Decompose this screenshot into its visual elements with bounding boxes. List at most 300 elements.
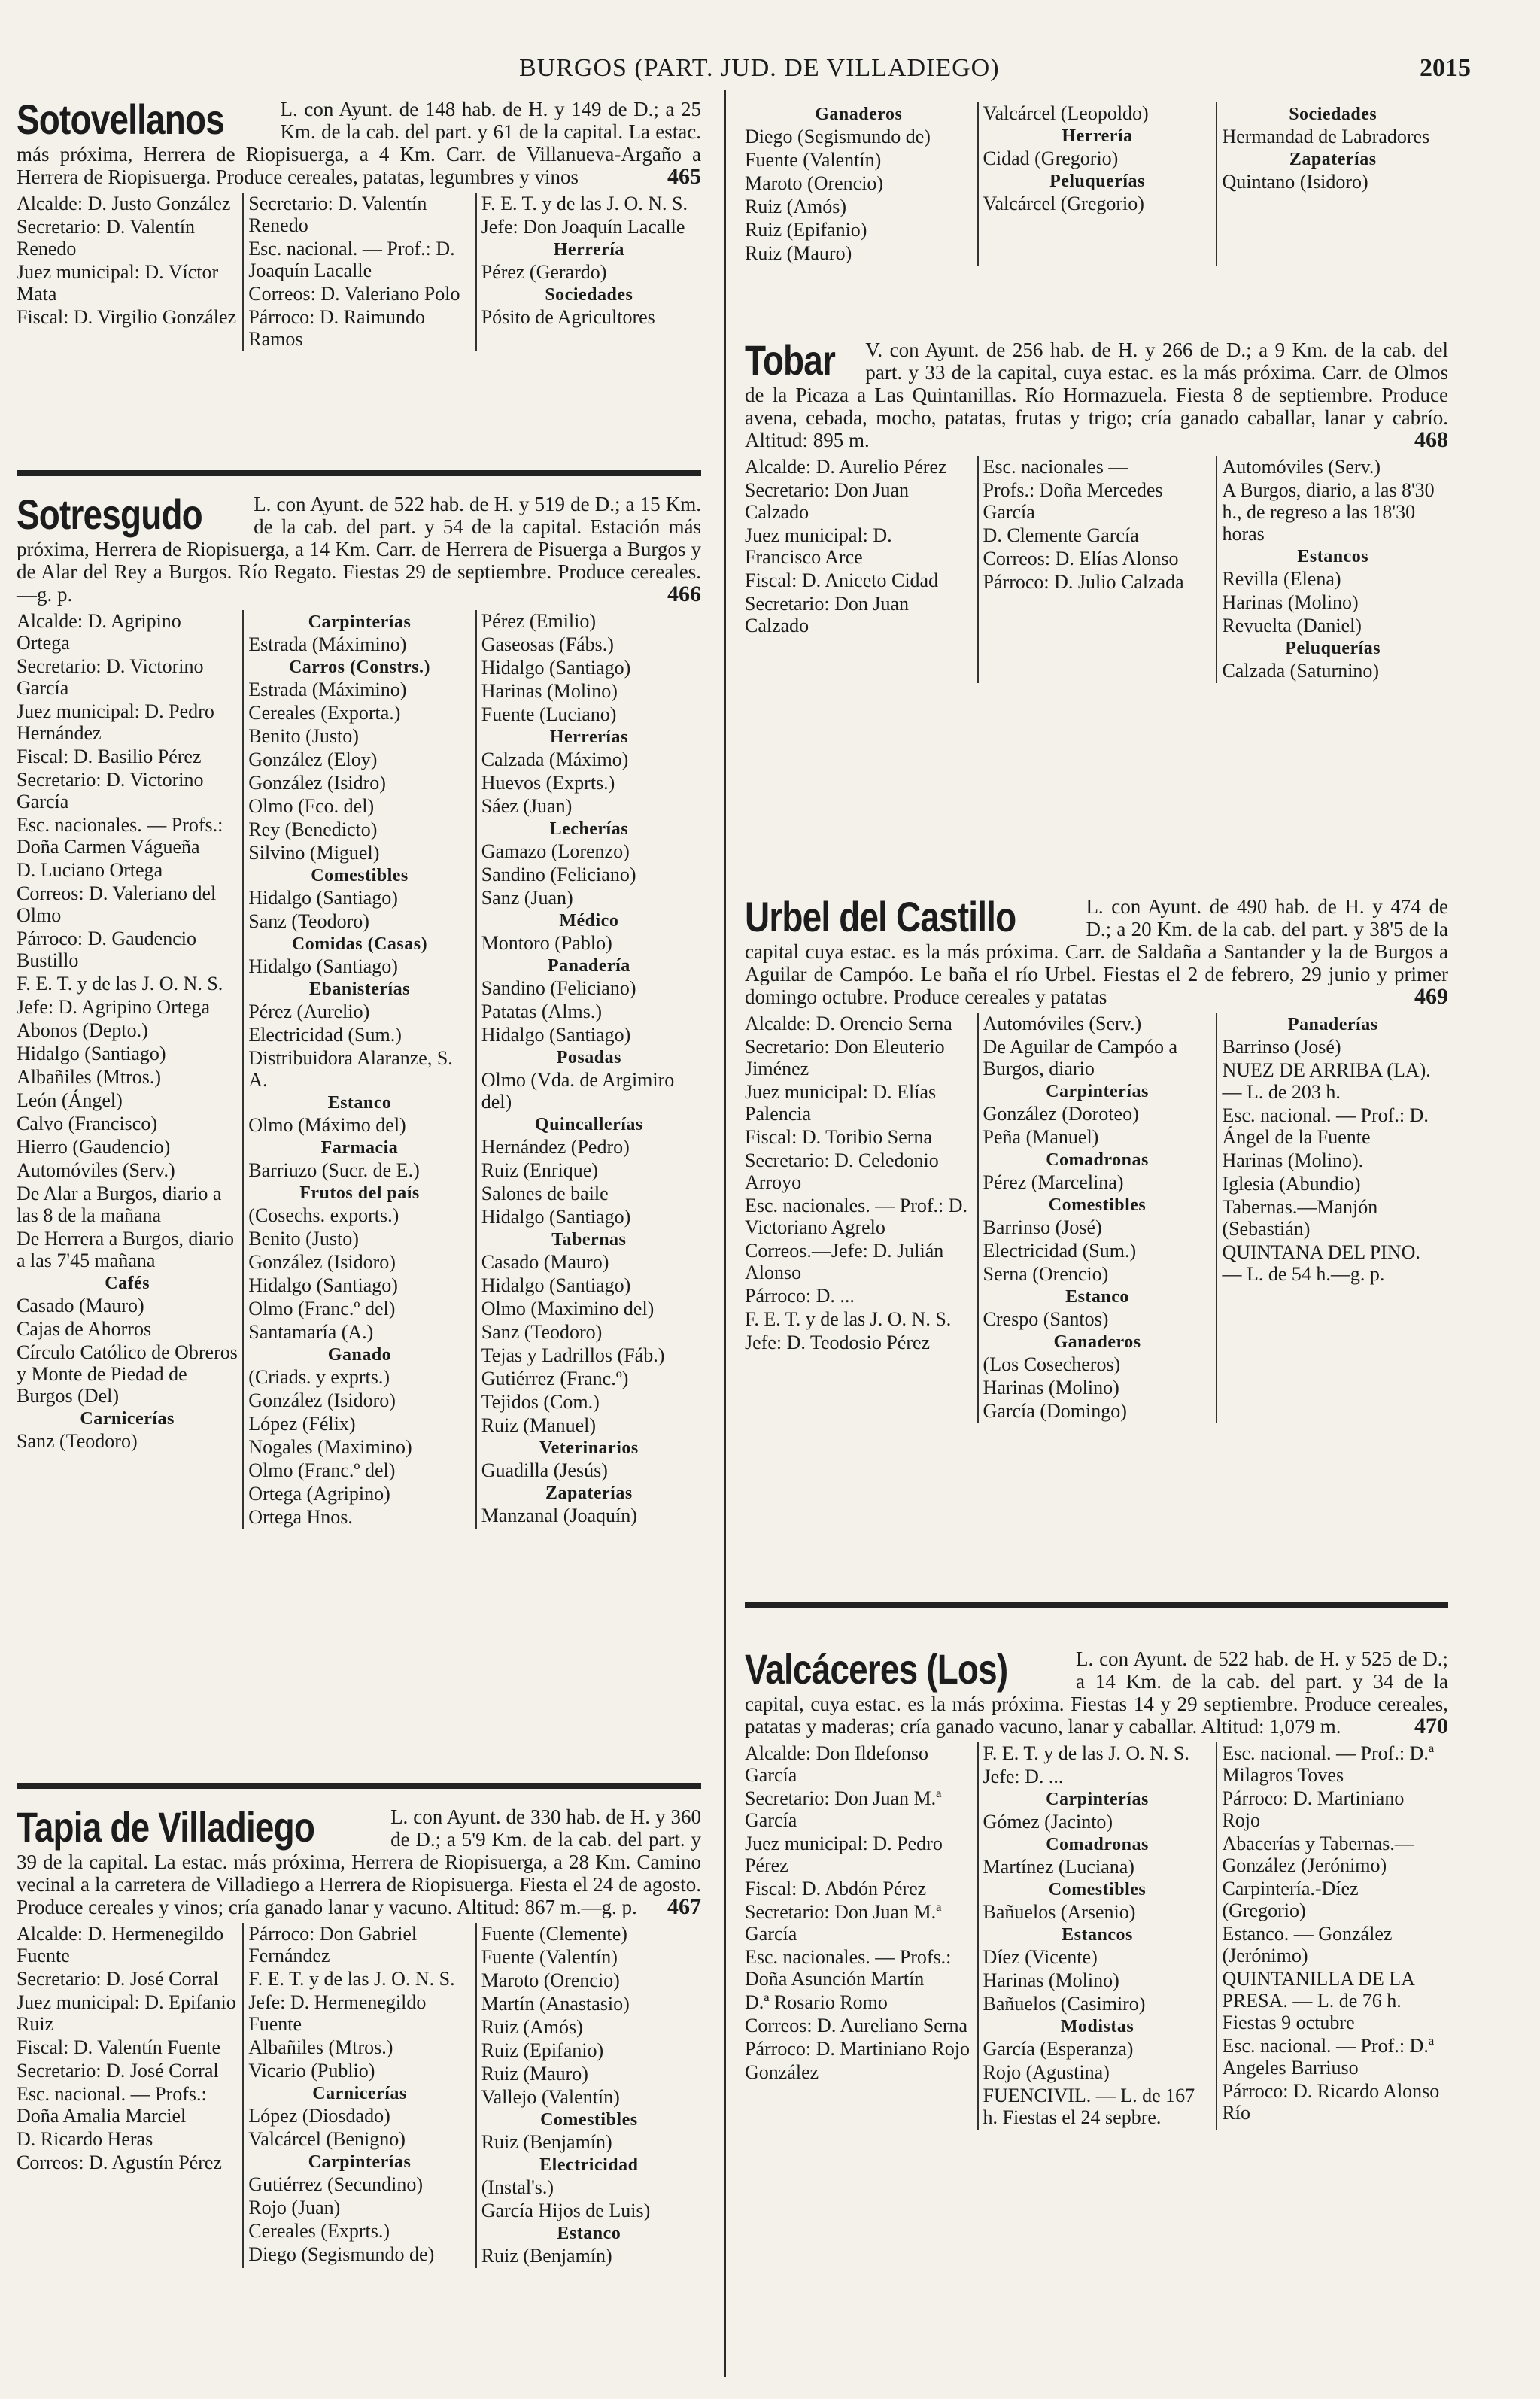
- listing-item: Alcalde: Don Ildefonso García: [745, 1742, 929, 1786]
- entry-separator: [17, 1783, 701, 1789]
- listing-item: Albañiles (Mtros.): [17, 1066, 162, 1088]
- category-heading: Zapaterías: [545, 1483, 633, 1503]
- listing-item: Esc. nacional. — Prof.: D.ª Milagros Toves: [1222, 1742, 1434, 1786]
- entry-sotresgudo: [17, 490, 701, 1764]
- category-heading: Zapaterías: [1289, 150, 1377, 169]
- listing-item: Ortega Hnos.: [248, 1506, 353, 1528]
- listing-item: Sanz (Teodoro): [248, 910, 369, 932]
- listing-item: Automóviles (Serv.): [983, 1013, 1142, 1034]
- listing-item: Secretario: D. Victorino García: [17, 655, 204, 699]
- listing-item: Rojo (Juan): [248, 2197, 341, 2218]
- entry-intro: [745, 336, 1448, 452]
- entry-tobar: [745, 336, 1448, 963]
- listing-item: Gaseosas (Fábs.): [481, 633, 614, 655]
- listing-item: Olmo (Maximino del): [481, 1298, 655, 1319]
- listing-item: Sanz (Juan): [481, 887, 573, 909]
- category-heading: Electricidad: [539, 2155, 639, 2175]
- category-heading: Carpinterías: [1046, 1082, 1149, 1101]
- listing-item: Automóviles (Serv.): [17, 1159, 175, 1181]
- listing-column: [977, 456, 1217, 683]
- listing-item: Harinas (Molino): [481, 680, 618, 702]
- listing-item: Fuente (Luciano): [481, 703, 617, 725]
- listing-item: Barriuzo (Sucr. de E.): [248, 1159, 420, 1181]
- listing-item: F. E. T. y de las J. O. N. S.: [983, 1742, 1189, 1764]
- category-heading: Estanco: [1065, 1287, 1129, 1307]
- listing-item: Esc. nacional. — Prof.: D.ª Angeles Barriuso: [1222, 2035, 1434, 2079]
- listing-column: [17, 1923, 242, 2268]
- listing-item: Hernández (Pedro): [481, 1136, 630, 1158]
- category-heading: Carpinterías: [308, 612, 412, 632]
- category-heading: Ebanisterías: [308, 979, 410, 999]
- listing-item: Estrada (Máximino): [248, 679, 407, 700]
- listing-column: [475, 1923, 701, 2268]
- listing-item: León (Ángel): [17, 1089, 123, 1111]
- entry-number: 469: [1414, 984, 1448, 1009]
- category-heading: Ganaderos: [1053, 1332, 1141, 1352]
- listing-item: Hidalgo (Santiago): [481, 1206, 631, 1228]
- listing-item: Ruiz (Epifanio): [481, 2039, 604, 2061]
- listing-item: González (Eloy): [248, 749, 378, 770]
- town-name: Sotresgudo: [17, 490, 202, 538]
- listing-item: González (Doroteo): [983, 1103, 1139, 1125]
- listing-item: Secretario: D. Celedonio Arroyo: [745, 1149, 939, 1193]
- listing-item: (Los Cosecheros): [983, 1353, 1121, 1375]
- listing-item: Barrinso (José): [983, 1216, 1102, 1238]
- listing-item: Correos.—Jefe: D. Julián Alonso: [745, 1240, 944, 1283]
- listing-item: Abacerías y Tabernas.— González (Jerónimo): [1222, 1833, 1414, 1876]
- listing-item: D. Clemente García: [983, 524, 1139, 546]
- listing-item: Salones de baile: [481, 1183, 609, 1204]
- listing-item: López (Diosdado): [248, 2105, 390, 2127]
- listing-item: Cereales (Exporta.): [248, 702, 401, 724]
- running-head: [0, 54, 1540, 90]
- listing-item: Ruiz (Mauro): [481, 2063, 588, 2085]
- listing-item: Fiscal: D. Valentín Fuente: [17, 2036, 221, 2058]
- town-description: L. con Ayunt. de 148 hab. de H. y 149 de D.; a 25 Km. de la cab. del part. y 61 de la capital. La estac. más próxima, Herrera de Riopisuerga, a 4 Km. Carr. de Villanueva-Argaño a Herrera de Riopisuerga. Produce cereales, patatas, legumbres y vinos: [17, 98, 701, 188]
- listing-item: Diego (Segismundo de): [745, 126, 931, 147]
- listing-item: Bañuelos (Arsenio): [983, 1901, 1136, 1923]
- listing-item: Alcalde: D. Aurelio Pérez: [745, 456, 947, 478]
- listing-item: NUEZ DE ARRIBA (LA). — L. de 203 h.: [1222, 1059, 1431, 1103]
- category-heading: Peluquerías: [1049, 172, 1145, 191]
- listing-column: [1216, 1013, 1448, 1423]
- listing-item: Olmo (Franc.º del): [248, 1298, 396, 1319]
- listing-item: Correos: D. Elías Alonso: [983, 548, 1179, 569]
- town-description: L. con Ayunt. de 330 hab. de H. y 360 de D.; a 5'9 Km. de la cab. del part. y 39 de la capital. La estac. más próxima, Herrera de Riopisuerga, a 28 Km. Camino vecinal a la carretera de Villadiego a Herrera de Riopisuerga. Fiesta el 24 de agosto. Produce cereales y vinos; cría ganado lanar y vacuno. Altitud: 867 m.—g. p.: [17, 1805, 701, 1918]
- listing-item: Hidalgo (Santiago): [248, 1274, 398, 1296]
- listing-item: Alcalde: D. Orencio Serna: [745, 1013, 952, 1034]
- listing-column: [745, 1742, 977, 2130]
- listing-item: (Criads. y exprts.): [248, 1366, 390, 1388]
- listing-column: [745, 1013, 977, 1423]
- listing-item: Pérez (Emilio): [481, 610, 597, 632]
- listing-item: Harinas (Molino).: [1222, 1149, 1364, 1171]
- category-heading: Comestibles: [1048, 1195, 1147, 1215]
- category-heading: Estanco: [327, 1093, 392, 1113]
- listing-item: Profs.: Doña Mercedes García: [983, 479, 1163, 523]
- listing-item: Electricidad (Sum.): [983, 1240, 1137, 1262]
- town-description: L. con Ayunt. de 490 hab. de H. y 474 de D.; a 20 Km. de la cab. del part. y 38'5 de la capital cuya estac. es la más próxima. Carr. de Saldaña a Santander y la de Burgos a Aguilar de Campóo. Le baña el río Urbel. Fiestas el 2 de febrero, 29 junio y primer domingo octubre. Produce cereales y patatas: [745, 895, 1448, 1008]
- page-header-title: BURGOS (PART. JUD. DE VILLADIEGO): [519, 54, 1000, 82]
- listing-item: Ruiz (Manuel): [481, 1414, 597, 1436]
- category-heading: Quincallerías: [534, 1115, 643, 1134]
- listing-item: Calvo (Francisco): [17, 1113, 158, 1134]
- listing-item: Estrada (Máximino): [248, 633, 407, 655]
- listing-column: [475, 610, 701, 1529]
- listing-item: Tabernas.—Manjón (Sebastián): [1222, 1196, 1378, 1240]
- listing-item: Hidalgo (Santiago): [481, 657, 631, 679]
- listing-item: Guadilla (Jesús): [481, 1459, 608, 1481]
- entry-number: 466: [667, 582, 701, 606]
- listing-item: Hidalgo (Santiago): [248, 887, 398, 909]
- listing-column: [1216, 456, 1448, 683]
- category-heading: Carros (Constrs.): [288, 657, 430, 677]
- listing-item: Casado (Mauro): [481, 1251, 609, 1273]
- listing-item: Carpintería.-Díez (Gregorio): [1222, 1878, 1359, 1921]
- category-heading: Carpinterías: [308, 2152, 412, 2172]
- category-heading: Comidas (Casas): [291, 934, 428, 954]
- listing-item: Sanz (Teodoro): [481, 1321, 603, 1343]
- listing-item: Quintano (Isidoro): [1222, 171, 1368, 193]
- category-heading: Comadronas: [1046, 1835, 1149, 1854]
- listing-item: Ortega (Agripino): [248, 1483, 390, 1505]
- listing-item: Sanz (Teodoro): [17, 1430, 138, 1452]
- listing-item: Revuelta (Daniel): [1222, 615, 1362, 636]
- listing-item: González: [745, 2061, 819, 2083]
- listing-item: Párroco: D. Martiniano Rojo: [1222, 1787, 1405, 1831]
- category-heading: Frutos del país: [299, 1183, 420, 1203]
- listing-item: Párroco: D. Raimundo Ramos: [248, 306, 425, 350]
- listing-item: Montoro (Pablo): [481, 932, 612, 954]
- listing-item: Tejidos (Com.): [481, 1391, 600, 1413]
- listing-item: Secretario: Don Juan Calzado: [745, 479, 910, 523]
- category-heading: Panaderías: [1287, 1015, 1378, 1034]
- listing-item: QUINTANILLA DE LA PRESA. — L. de 76 h. Fiestas 9 octubre: [1222, 1968, 1414, 2033]
- listing-item: F. E. T. y de las J. O. N. S.: [481, 193, 688, 214]
- listing-item: Vallejo (Valentín): [481, 2086, 620, 2108]
- category-heading: Comestibles: [1048, 1880, 1147, 1899]
- listing-item: Jefe: Don Joaquín Lacalle: [481, 216, 685, 238]
- listing-item: Correos: D. Valeriano Polo: [248, 283, 460, 305]
- listing-item: Crespo (Santos): [983, 1308, 1109, 1330]
- listing-item: Círculo Católico de Obreros y Monte de Piedad de Burgos (Del): [17, 1341, 238, 1407]
- listing-grid: [745, 102, 1448, 266]
- listing-item: F. E. T. y de las J. O. N. S.: [17, 973, 223, 995]
- category-heading: Ganaderos: [815, 105, 903, 124]
- listing-item: Cajas de Ahorros: [17, 1318, 152, 1340]
- listing-item: Jefe: D. Teodosio Pérez: [745, 1332, 931, 1353]
- entry-intro: [745, 1647, 1448, 1738]
- town-description: V. con Ayunt. de 256 hab. de H. y 266 de D.; a 9 Km. de la cab. del part. y 33 de la capital, cuya estac. es la más próxima. Carr. de Olmos de la Picaza a Las Quintanillas. Río Hormazuela. Fiesta 8 de septiembre. Produce avena, cebada, mocho, patatas, frutas y trigo; cría ganado caballar, lanar y cabrío. Altitud: 895 m.: [745, 339, 1448, 451]
- listing-item: Rey (Benedicto): [248, 818, 378, 840]
- listing-item: Juez municipal: D. Víctor Mata: [17, 261, 219, 305]
- category-heading: Sociedades: [545, 285, 633, 305]
- listing-item: Juez municipal: D. Epifanio Ruiz: [17, 1991, 236, 2035]
- entry-intro: [17, 1805, 701, 1918]
- entry-number: 465: [667, 164, 701, 189]
- entry-intro: [17, 98, 701, 188]
- listing-item: Cereales (Exprts.): [248, 2220, 390, 2242]
- listing-item: García (Esperanza): [983, 2038, 1134, 2060]
- town-description: L. con Ayunt. de 522 hab. de H. y 519 de D.; a 15 Km. de la cab. del part. y 54 de la capital. Estación más próxima, Herrera de Riopisuerga, a 14 Km. Carr. de Herrera de Pisuerga a Burgos y de Alar del Rey a Burgos. Río Regato. Fiestas 29 de septiembre. Produce cereales.—g. p.: [17, 493, 701, 606]
- entry-valcaceres: [745, 1647, 1448, 2385]
- listing-item: Pósito de Agricultores: [481, 306, 655, 328]
- listing-item: Olmo (Vda. de Argimiro del): [481, 1069, 675, 1113]
- category-heading: Estancos: [1062, 1925, 1133, 1945]
- listing-item: Correos: D. Aureliano Serna: [745, 2015, 968, 2036]
- town-name: Urbel del Castillo: [745, 893, 1016, 940]
- listing-item: QUINTANA DEL PINO. — L. de 54 h.—g. p.: [1222, 1241, 1420, 1285]
- category-heading: Herrerías: [549, 727, 628, 747]
- listing-item: Automóviles (Serv.): [1222, 456, 1381, 478]
- listing-item: Correos: D. Agustín Pérez: [17, 2152, 222, 2173]
- town-name: Tapia de Villadiego: [17, 1803, 315, 1851]
- category-heading: Ganado: [327, 1345, 392, 1365]
- listing-item: Santamaría (A.): [248, 1321, 374, 1343]
- listing-item: Gutiérrez (Secundino): [248, 2173, 424, 2195]
- entry-intro: [17, 490, 701, 606]
- page-number: 2015: [1420, 54, 1471, 82]
- entry-separator: [17, 470, 701, 476]
- entry-number: 470: [1414, 1714, 1448, 1739]
- listing-item: Gómez (Jacinto): [983, 1811, 1113, 1833]
- listing-item: Juez municipal: D. Pedro Hernández: [17, 700, 214, 744]
- listing-item: De Alar a Burgos, diario a las 8 de la mañana: [17, 1183, 222, 1226]
- listing-item: Alcalde: D. Hermenegildo Fuente: [17, 1923, 224, 1966]
- listing-item: Benito (Justo): [248, 725, 359, 747]
- listing-item: Párroco: D. ...: [745, 1285, 855, 1307]
- listing-item: Secretario: D. José Corral: [17, 2060, 219, 2082]
- listing-item: Pérez (Aurelio): [248, 1001, 370, 1022]
- listing-column: [242, 1923, 475, 2268]
- listing-item: Fiscal: D. Aniceto Cidad: [745, 569, 939, 591]
- listing-column: [17, 193, 242, 351]
- listing-item: Esc. nacionales —: [983, 456, 1128, 478]
- listing-item: Casado (Mauro): [17, 1295, 144, 1316]
- entry-tapia-de-villadiego: [17, 1805, 701, 2377]
- listing-column: [242, 193, 475, 351]
- listing-item: Hierro (Gaudencio): [17, 1136, 171, 1158]
- listing-item: López (Félix): [248, 1413, 356, 1435]
- listing-item: Valcárcel (Leopoldo): [983, 102, 1149, 124]
- listing-item: Calzada (Máximo): [481, 749, 629, 770]
- listing-item: Sandino (Feliciano): [481, 977, 636, 999]
- entry-continued-top: [745, 98, 1448, 264]
- listing-item: Ruiz (Epifanio): [745, 219, 867, 241]
- listing-item: Abonos (Depto.): [17, 1019, 148, 1041]
- listing-grid: [745, 456, 1448, 683]
- listing-item: Hermandad de Labradores: [1222, 126, 1430, 147]
- listing-item: Harinas (Molino): [1222, 591, 1359, 613]
- category-heading: Comadronas: [1046, 1150, 1149, 1170]
- listing-item: FUENCIVIL. — L. de 167 h. Fiestas el 24 sepbre.: [983, 2085, 1195, 2128]
- listing-item: Ruiz (Mauro): [745, 242, 852, 264]
- listing-item: F. E. T. y de las J. O. N. S.: [745, 1308, 952, 1330]
- listing-item: Secretario: Don Eleuterio Jiménez: [745, 1036, 945, 1080]
- listing-item: Esc. nacional. — Prof.: D. Joaquín Lacalle: [248, 238, 455, 281]
- listing-item: Secretario: D. Victorino García: [17, 769, 204, 812]
- listing-item: Valcárcel (Benigno): [248, 2128, 406, 2150]
- town-description: L. con Ayunt. de 522 hab. de H. y 525 de D.; a 14 Km. de la cab. del part. y 34 de la capital, cuya estac. es la más próxima. Fiestas 14 y 29 septiembre. Produce cereales, patatas y maderas; cría ganado vacuno, lanar y caballar. Altitud: 1,079 m.: [745, 1647, 1448, 1738]
- listing-item: De Herrera a Burgos, diario a las 7'45 mañana: [17, 1228, 235, 1271]
- listing-item: Maroto (Orencio): [745, 172, 884, 194]
- category-heading: Lecherías: [549, 819, 629, 839]
- listing-item: Olmo (Máximo del): [248, 1114, 406, 1136]
- category-heading: Médico: [559, 911, 619, 931]
- category-heading: Comestibles: [311, 866, 409, 885]
- listing-item: Secretario: Don Juan M.ª García: [745, 1901, 942, 1945]
- listing-item: Hidalgo (Santiago): [248, 955, 398, 977]
- listing-column: [977, 102, 1217, 266]
- listing-item: Ruiz (Amós): [481, 2016, 583, 2038]
- listing-item: Patatas (Alms.): [481, 1001, 602, 1022]
- category-heading: Panadería: [547, 956, 630, 976]
- listing-item: Juez municipal: D. Pedro Pérez: [745, 1833, 943, 1876]
- listing-grid: [745, 1013, 1448, 1423]
- listing-item: Párroco: D. Gaudencio Bustillo: [17, 928, 196, 971]
- town-name: Tobar: [745, 336, 836, 384]
- listing-item: Ruiz (Amós): [745, 196, 847, 217]
- listing-item: Párroco: D. Ricardo Alonso Río: [1222, 2080, 1440, 2124]
- listing-item: Jefe: D. Agripino Ortega: [17, 996, 211, 1018]
- category-heading: Carnicerías: [80, 1409, 175, 1429]
- listing-item: D. Ricardo Heras: [17, 2128, 153, 2150]
- listing-item: D. Luciano Ortega: [17, 859, 163, 881]
- category-heading: Posadas: [556, 1048, 621, 1067]
- listing-item: Fuente (Valentín): [481, 1946, 618, 1968]
- listing-column: [745, 102, 977, 266]
- category-heading: Veterinarios: [539, 1438, 639, 1458]
- listing-column: [745, 456, 977, 683]
- right-column: [745, 98, 1448, 2377]
- listing-item: Sáez (Juan): [481, 795, 573, 817]
- listing-grid: [17, 193, 701, 351]
- listing-item: Harinas (Molino): [983, 1377, 1119, 1398]
- listing-item: Hidalgo (Santiago): [481, 1274, 631, 1296]
- listing-item: Pérez (Marcelina): [983, 1171, 1124, 1193]
- listing-grid: [745, 1742, 1448, 2130]
- listing-item: Párroco: D. Julio Calzada: [983, 571, 1184, 593]
- listing-item: Ruiz (Benjamín): [481, 2131, 612, 2153]
- listing-column: [17, 610, 242, 1529]
- listing-grid: [17, 610, 701, 1529]
- listing-item: Gutiérrez (Franc.º): [481, 1368, 629, 1389]
- listing-item: Ruiz (Enrique): [481, 1159, 598, 1181]
- listing-item: Tejas y Ladrillos (Fáb.): [481, 1344, 665, 1366]
- entry-urbel-del-castillo: [745, 895, 1448, 1625]
- listing-item: González (Isidro): [248, 772, 386, 794]
- listing-item: Esc. nacionales. — Profs.: Doña Carmen Vágueña: [17, 814, 223, 858]
- entry-number: 468: [1414, 427, 1448, 452]
- listing-item: González (Isidoro): [248, 1251, 396, 1273]
- listing-item: Alcalde: D. Agripino Ortega: [17, 610, 181, 654]
- listing-item: Martínez (Luciana): [983, 1856, 1134, 1878]
- listing-item: Huevos (Exprts.): [481, 772, 615, 794]
- listing-item: Correos: D. Valeriano del Olmo: [17, 882, 217, 926]
- listing-item: Olmo (Fco. del): [248, 795, 375, 817]
- listing-item: Hidalgo (Santiago): [17, 1043, 166, 1064]
- listing-item: Barrinso (José): [1222, 1036, 1341, 1058]
- listing-item: Ruiz (Benjamín): [481, 2245, 612, 2267]
- listing-item: Bañuelos (Casimiro): [983, 1993, 1146, 2015]
- listing-grid: [17, 1923, 701, 2268]
- category-heading: Peluquerías: [1285, 639, 1381, 658]
- listing-item: A Burgos, diario, a las 8'30 h., de regreso a las 18'30 horas: [1222, 479, 1435, 545]
- listing-column: [475, 193, 701, 351]
- listing-item: Peña (Manuel): [983, 1126, 1099, 1148]
- listing-item: Martín (Anastasio): [481, 1993, 630, 2015]
- listing-item: Juez municipal: D. Elías Palencia: [745, 1081, 937, 1125]
- listing-item: Fuente (Valentín): [745, 149, 882, 171]
- category-heading: Herrería: [553, 240, 624, 260]
- category-heading: Farmacia: [320, 1138, 399, 1158]
- listing-item: Benito (Justo): [248, 1228, 359, 1250]
- listing-item: Fuente (Clemente): [481, 1923, 627, 1945]
- town-name: Valcáceres (Los): [745, 1645, 1008, 1693]
- listing-item: Fiscal: D. Virgilio González: [17, 306, 237, 328]
- listing-item: (Cosechs. exports.): [248, 1204, 399, 1226]
- listing-item: Sandino (Feliciano): [481, 864, 636, 885]
- listing-item: (Instal's.): [481, 2176, 554, 2198]
- listing-item: Secretario: D. Valentín Renedo: [248, 193, 427, 236]
- category-heading: Herrería: [1062, 126, 1133, 146]
- column-divider: [724, 90, 726, 2377]
- category-heading: Comestibles: [540, 2110, 638, 2130]
- listing-column: [977, 1013, 1217, 1423]
- listing-item: Silvino (Miguel): [248, 842, 380, 864]
- listing-item: Olmo (Franc.º del): [248, 1459, 396, 1481]
- listing-item: D.ª Rosario Romo: [745, 1991, 888, 2013]
- listing-item: Distribuidora Alaranze, S. A.: [248, 1047, 453, 1091]
- listing-item: Díez (Vicente): [983, 1946, 1098, 1968]
- category-heading: Estancos: [1297, 547, 1369, 566]
- listing-item: Párroco: Don Gabriel Fernández: [248, 1923, 418, 1966]
- listing-item: Valcárcel (Gregorio): [983, 193, 1144, 214]
- listing-item: Revilla (Elena): [1222, 568, 1341, 590]
- listing-item: Pérez (Gerardo): [481, 261, 607, 283]
- listing-column: [1216, 102, 1448, 266]
- listing-item: Jefe: D. Hermenegildo Fuente: [248, 1991, 427, 2035]
- listing-item: Iglesia (Abundio): [1222, 1173, 1361, 1195]
- entry-number: 467: [667, 1894, 701, 1919]
- listing-item: F. E. T. y de las J. O. N. S.: [248, 1968, 455, 1990]
- listing-item: Estanco. — González (Jerónimo): [1222, 1923, 1393, 1966]
- listing-item: Fiscal: D. Toribio Serna: [745, 1126, 933, 1148]
- listing-item: Secretario: D. José Corral: [17, 1968, 219, 1990]
- listing-item: Hidalgo (Santiago): [481, 1024, 631, 1046]
- listing-column: [1216, 1742, 1448, 2130]
- listing-item: Rojo (Agustina): [983, 2061, 1110, 2083]
- entry-separator: [745, 1602, 1448, 1608]
- listing-item: Esc. nacionales. — Prof.: D. Victoriano Agrelo: [745, 1195, 968, 1238]
- listing-item: Juez municipal: D. Francisco Arce: [745, 524, 892, 568]
- listing-item: Serna (Orencio): [983, 1263, 1109, 1285]
- category-heading: Carnicerías: [312, 2084, 407, 2103]
- category-heading: Sociedades: [1289, 105, 1377, 124]
- listing-item: De Aguilar de Campóo a Burgos, diario: [983, 1036, 1178, 1080]
- listing-item: Electricidad (Sum.): [248, 1024, 402, 1046]
- listing-item: Cidad (Gregorio): [983, 147, 1119, 169]
- category-heading: Carpinterías: [1046, 1790, 1149, 1809]
- listing-item: Secretario: D. Valentín Renedo: [17, 216, 196, 260]
- listing-item: Nogales (Maximino): [248, 1436, 412, 1458]
- listing-column: [977, 1742, 1217, 2130]
- category-heading: Tabernas: [551, 1230, 627, 1250]
- listing-item: Esc. nacional. — Prof.: D. Ángel de la Fuente: [1222, 1104, 1429, 1148]
- listing-item: Gamazo (Lorenzo): [481, 840, 630, 862]
- category-heading: Estanco: [557, 2224, 621, 2243]
- category-heading: Cafés: [105, 1274, 150, 1293]
